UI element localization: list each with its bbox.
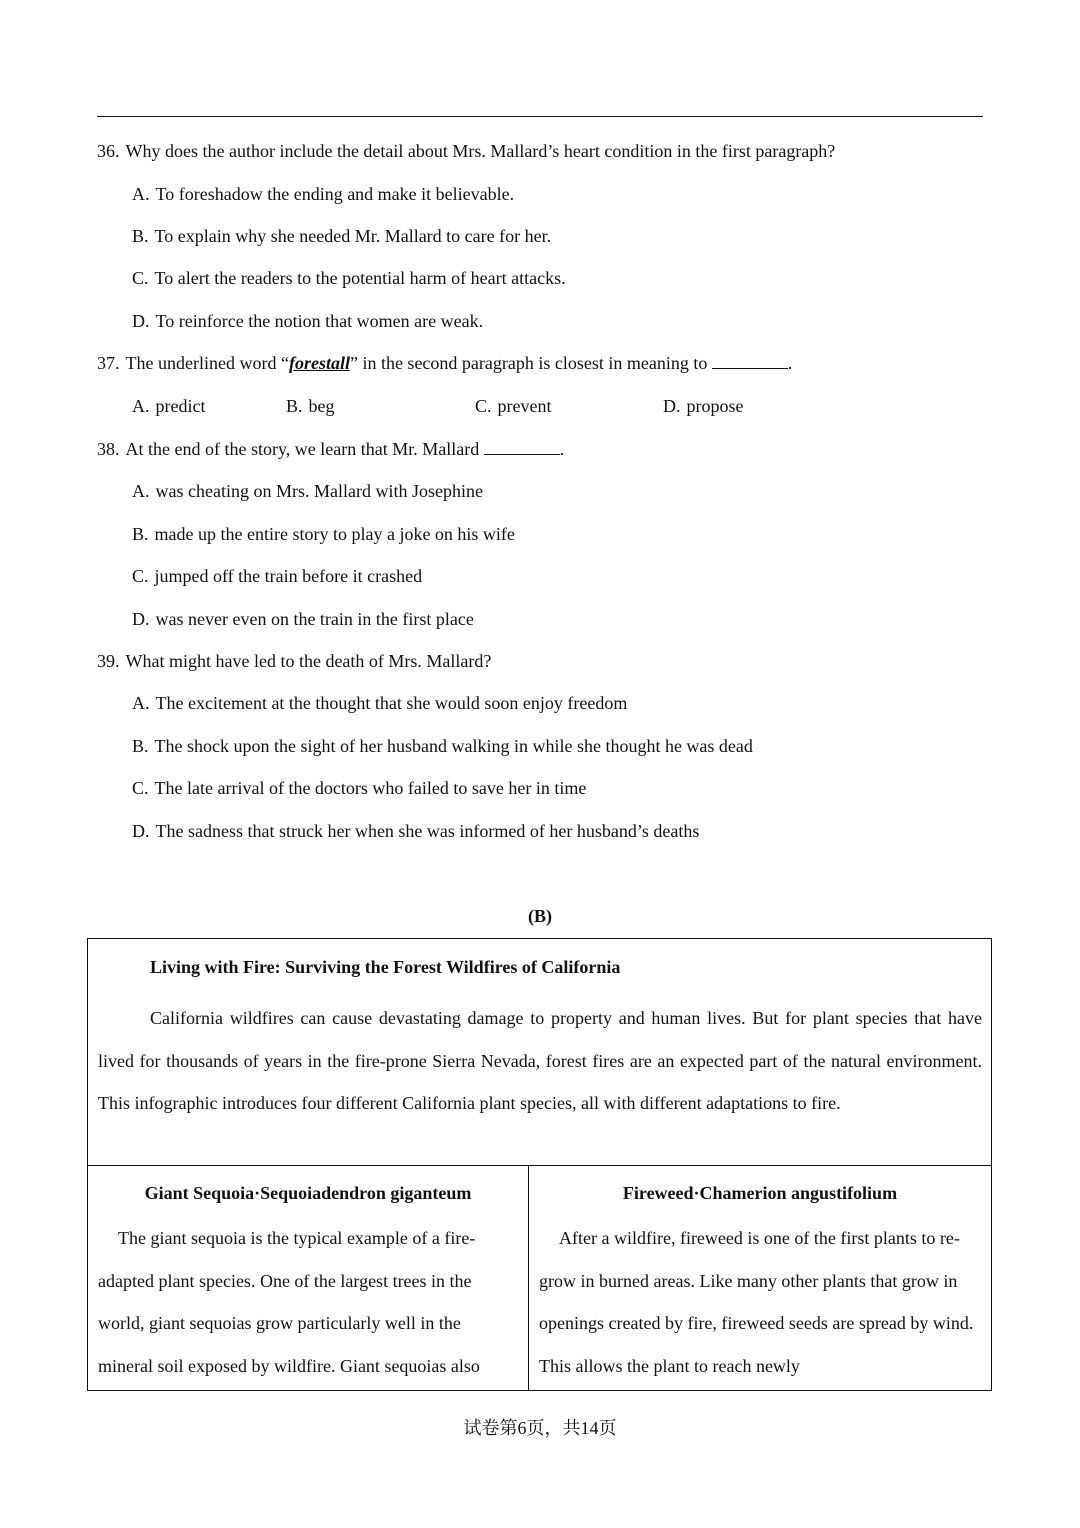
q38-option-d: D. was never even on the train in the first place [132, 609, 474, 629]
page-footer: 试卷第6页，共14页 [463, 1418, 617, 1438]
answer-blank [484, 440, 560, 455]
q38-option-b: B. made up the entire story to play a joke on his wife [132, 524, 515, 544]
q39-option-c: C. The late arrival of the doctors who failed to save her in time [132, 778, 587, 798]
q36-option-c: C. To alert the readers to the potential harm of heart attacks. [132, 268, 566, 288]
q39-option-b: B. The shock upon the sight of her husband walking in while she thought he was dead [132, 736, 753, 756]
fireweed-text: After a wildfire, fireweed is one of the first plants to re-grow in burned areas. Like many other plants that grow in openings created by fire, fireweed seeds are spread by wind. This allows the plant to reach newly [539, 1228, 974, 1376]
answer-blank [712, 354, 788, 369]
question-38: 38. At the end of the story, we learn that Mr. Mallard . [97, 439, 565, 459]
giant-sequoia-text: The giant sequoia is the typical example of a fire-adapted plant species. One of the largest trees in the world, giant sequoias grow particularly well in the mineral soil exposed by wildfire. Giant sequoias also [98, 1228, 480, 1376]
infographic-title: Living with Fire: Surviving the Forest Wildfires of California [150, 957, 621, 977]
underlined-word: forestall [288, 353, 350, 373]
q37-option-b: B. beg [286, 396, 335, 416]
q38-option-a: A. was cheating on Mrs. Mallard with Josephine [132, 481, 483, 501]
q36-option-b: B. To explain why she needed Mr. Mallard to care for her. [132, 226, 552, 246]
infographic-intro: California wildfires can cause devastating damage to property and human lives. But for plant species that have lived for thousands of years in the fire-prone Sierra Nevada, forest fires are an expected part of the natural environment. This infographic introduces four different California plant species, all with different adaptations to fire. [98, 1008, 982, 1113]
header-rule [97, 116, 983, 117]
question-39: 39. What might have led to the death of Mrs. Mallard? [97, 651, 492, 671]
question-37: 37. The underlined word “forestall” in the second paragraph is closest in meaning to . [97, 353, 793, 373]
q36-option-a: A. To foreshadow the ending and make it believable. [132, 184, 515, 204]
q38-option-c: C. jumped off the train before it crashed [132, 566, 423, 586]
q37-option-c: C. prevent [475, 396, 552, 416]
section-b-label: (B) [528, 906, 552, 926]
question-36: 36. Why does the author include the detail about Mrs. Mallard’s heart condition in the first paragraph? [97, 141, 836, 161]
giant-sequoia-title: Giant Sequoia·Sequoiadendron giganteum [144, 1183, 472, 1203]
fireweed-title: Fireweed·Chamerion angustifolium [622, 1183, 898, 1203]
q36-option-d: D. To reinforce the notion that women are weak. [132, 311, 484, 331]
infographic-box [87, 938, 992, 1391]
box-divider-horizontal [88, 1165, 991, 1166]
q39-option-d: D. The sadness that struck her when she was informed of her husband’s deaths [132, 821, 700, 841]
q39-option-a: A. The excitement at the thought that she would soon enjoy freedom [132, 693, 628, 713]
q37-option-a: A. predict [132, 396, 206, 416]
q37-options [132, 396, 832, 422]
q37-option-d: D. propose [663, 396, 744, 416]
